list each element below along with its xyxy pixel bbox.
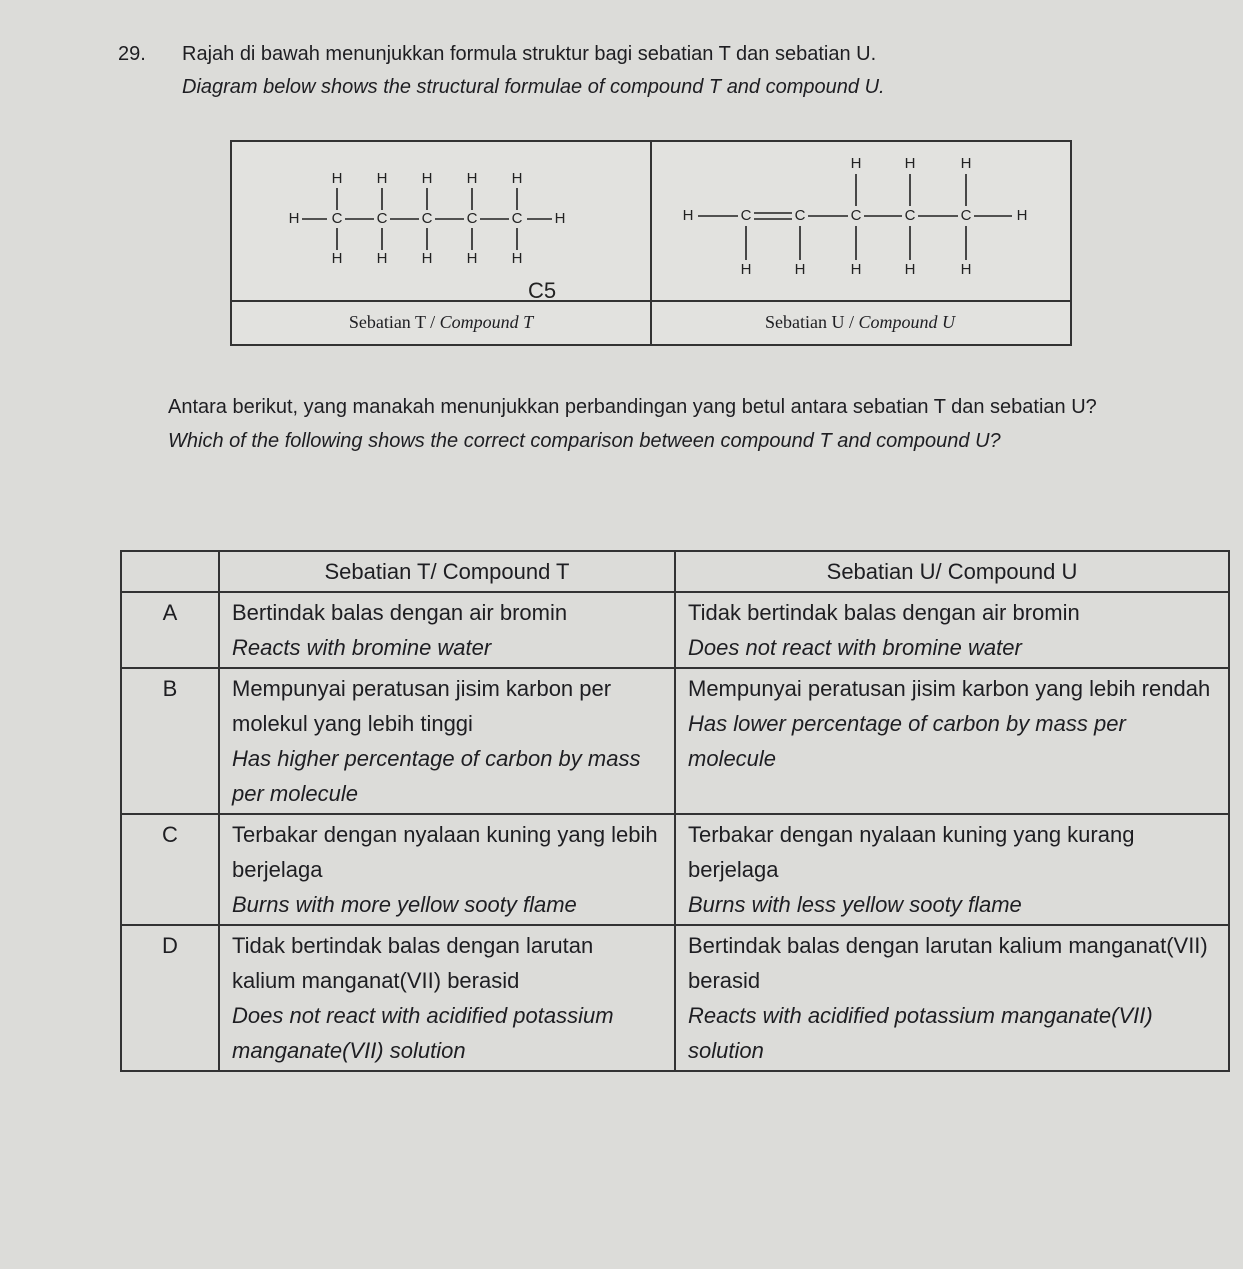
hydrogen-atom: H [1016, 206, 1028, 224]
carbon-atom: C [960, 206, 972, 224]
U-malay: Mempunyai peratusan jisim karbon yang lebih rendah [688, 676, 1211, 701]
compound-T-structure [232, 142, 650, 302]
hydrogen-atom: H [960, 154, 972, 172]
handwritten-note: C5 [527, 277, 557, 302]
hydrogen-atom: H [904, 260, 916, 278]
caption-T-english: Compound T [439, 312, 534, 332]
table-row [121, 925, 1229, 1071]
hydrogen-atom: H [740, 260, 752, 278]
carbon-atom: C [794, 206, 806, 224]
table-header-row [121, 551, 1229, 592]
hydrogen-atom: H [554, 209, 566, 227]
hydrogen-atom: H [682, 206, 694, 224]
question-number: 29. [118, 43, 146, 65]
table-row [121, 668, 1229, 814]
stem-english: Which of the following shows the correct comparison between compound T and compound U? [168, 430, 1001, 452]
hydrogen-atom: H [904, 154, 916, 172]
U-english: Reacts with acidified potassium manganate(VII) solution [688, 1003, 1153, 1063]
intro-malay: Rajah di bawah menunjukkan formula struktur bagi sebatian T dan sebatian U. [182, 43, 877, 65]
compound-U-cell [650, 142, 1070, 344]
U-english: Has lower percentage of carbon by mass per molecule [688, 711, 1126, 771]
structure-diagram [230, 140, 1072, 346]
hydrogen-atom: H [466, 249, 478, 267]
hydrogen-atom: H [331, 169, 343, 187]
header-T: Sebatian T/ Compound T [219, 551, 675, 592]
caption-T-malay: Sebatian T / [348, 312, 440, 332]
compound-T-caption [232, 300, 650, 344]
table-row [121, 592, 1229, 668]
hydrogen-atom: H [421, 249, 433, 267]
hydrogen-atom: H [421, 169, 433, 187]
option-label: A [121, 592, 219, 668]
option-label: D [121, 925, 219, 1071]
hydrogen-atom: H [511, 249, 523, 267]
U-malay: Terbakar dengan nyalaan kuning yang kurang berjelaga [688, 822, 1135, 882]
carbon-atom: C [511, 209, 523, 227]
carbon-atom: C [740, 206, 752, 224]
T-malay: Mempunyai peratusan jisim karbon per molekul yang lebih tinggi [232, 676, 612, 736]
hydrogen-atom: H [850, 260, 862, 278]
carbon-atom: C [850, 206, 862, 224]
hydrogen-atom: H [794, 260, 806, 278]
hydrogen-atom: H [331, 249, 343, 267]
option-label: B [121, 668, 219, 814]
T-english: Reacts with bromine water [232, 635, 492, 660]
intro-english: Diagram below shows the structural formulae of compound T and compound U. [182, 76, 885, 98]
compound-U-caption [650, 300, 1070, 344]
U-english: Does not react with bromine water [688, 635, 1022, 660]
header-empty [121, 551, 219, 592]
compound-U-structure [650, 142, 1070, 302]
U-malay: Bertindak balas dengan larutan kalium manganat(VII) berasid [688, 933, 1208, 993]
T-malay: Tidak bertindak balas dengan larutan kalium manganat(VII) berasid [232, 933, 594, 993]
carbon-atom: C [421, 209, 433, 227]
question-stem [168, 390, 1198, 458]
T-malay: Bertindak balas dengan air bromin [232, 600, 568, 625]
carbon-atom: C [466, 209, 478, 227]
carbon-atom: C [904, 206, 916, 224]
hydrogen-atom: H [376, 169, 388, 187]
hydrogen-atom: H [850, 154, 862, 172]
question-intro [118, 38, 885, 104]
hydrogen-atom: H [466, 169, 478, 187]
option-label: C [121, 814, 219, 925]
options-table [120, 550, 1230, 1072]
T-english: Burns with more yellow sooty flame [232, 892, 577, 917]
caption-U-english: Compound U [858, 312, 955, 332]
T-english: Has higher percentage of carbon by mass per molecule [232, 746, 641, 806]
stem-malay: Antara berikut, yang manakah menunjukkan perbandingan yang betul antara sebatian T dan sebatian U? [168, 396, 1097, 418]
hydrogen-atom: H [288, 209, 300, 227]
hydrogen-atom: H [376, 249, 388, 267]
table-row [121, 814, 1229, 925]
carbon-atom: C [376, 209, 388, 227]
hydrogen-atom: H [511, 169, 523, 187]
U-malay: Tidak bertindak balas dengan air bromin [688, 600, 1080, 625]
header-U: Sebatian U/ Compound U [675, 551, 1229, 592]
T-malay: Terbakar dengan nyalaan kuning yang lebih berjelaga [232, 822, 658, 882]
hydrogen-atom: H [960, 260, 972, 278]
compound-T-cell [232, 142, 652, 344]
T-english: Does not react with acidified potassium manganate(VII) solution [232, 1003, 614, 1063]
carbon-atom: C [331, 209, 343, 227]
U-english: Burns with less yellow sooty flame [688, 892, 1022, 917]
caption-U-malay: Sebatian U / [765, 312, 859, 332]
